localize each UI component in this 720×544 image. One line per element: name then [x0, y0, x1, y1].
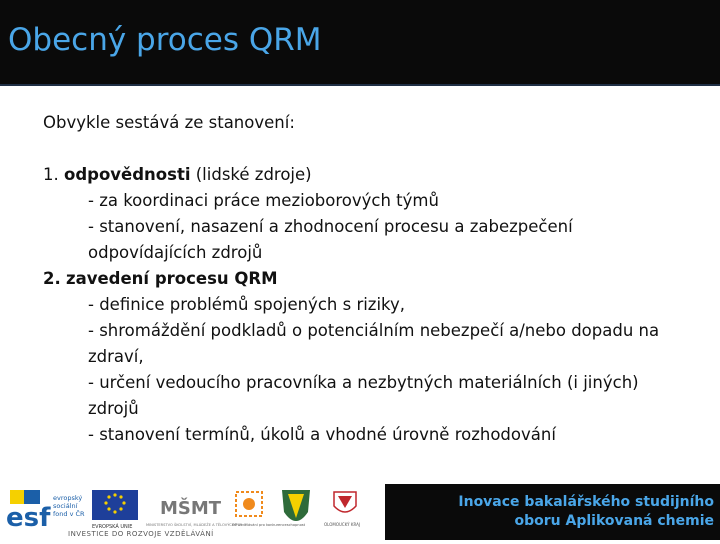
project-title-line-1: Inovace bakalářského studijního — [458, 494, 714, 510]
intro-text: Obvykle sestává ze stanovení: — [43, 113, 295, 132]
list-item-2 — [43, 266, 693, 292]
sub-item: - za koordinaci práce mezioborových týmů — [88, 191, 439, 210]
esf-logo — [6, 490, 85, 533]
list-item-1 — [43, 162, 693, 188]
sub-item: - určení vedoucího pracovníka a nezbytných materiálních (i jiných) zdrojů — [88, 373, 639, 418]
item-heading: zavedení procesu QRM — [66, 269, 278, 288]
item-number: 2. — [43, 269, 61, 288]
eu-flag-logo — [92, 490, 138, 530]
page-title: Obecný proces QRM — [8, 22, 322, 58]
item-heading-rest: (lidské zdroje) — [190, 165, 312, 184]
slide-content — [43, 110, 693, 448]
svg-text:sociální: sociální — [53, 502, 78, 510]
footer — [0, 484, 720, 540]
title-bar — [0, 0, 720, 86]
svg-text:EVROPSKÁ UNIE: EVROPSKÁ UNIE — [92, 524, 133, 530]
svg-text:MŠMT: MŠMT — [160, 498, 222, 519]
footer-caption: INVESTICE DO ROZVOJE VZDĚLÁVÁNÍ — [68, 530, 214, 538]
university-emblem — [282, 490, 310, 521]
sub-item: - shromáždění podkladů o potenciálním nebezpečí a/nebo dopadu na zdraví, — [88, 321, 660, 366]
sponsor-logos — [0, 484, 385, 540]
svg-text:OLOMOUCKÝ KRAJ: OLOMOUCKÝ KRAJ — [324, 522, 361, 527]
sub-item: - definice problémů spojených s riziky, — [88, 295, 406, 314]
esf-mark: esf — [6, 503, 51, 533]
svg-text:fond v ČR: fond v ČR — [53, 510, 85, 518]
item-number: 1. — [43, 165, 59, 184]
svg-text:MINISTERSTVO ŠKOLSTVÍ, MLÁDEŽE: MINISTERSTVO ŠKOLSTVÍ, MLÁDEŽE A TĚLOVÝCHOVY — [146, 523, 242, 527]
sub-item: - stanovení, nasazení a zhodnocení procesu a zabezpečení odpovídajících zdrojů — [88, 217, 573, 262]
svg-text:OP Vzdělávání pro konkurencesc: OP Vzdělávání pro konkurenceschopnost — [232, 523, 306, 527]
project-title-line-2: oboru Aplikovaná chemie — [514, 513, 714, 529]
sub-item: - stanovení termínů, úkolů a vhodné úrovně rozhodování — [88, 425, 556, 444]
region-logo — [324, 492, 360, 527]
footer-band — [385, 484, 720, 540]
project-title — [458, 493, 714, 531]
msmt-logo — [146, 497, 243, 527]
item-heading: odpovědnosti — [64, 165, 191, 184]
svg-text:evropský: evropský — [53, 494, 83, 502]
